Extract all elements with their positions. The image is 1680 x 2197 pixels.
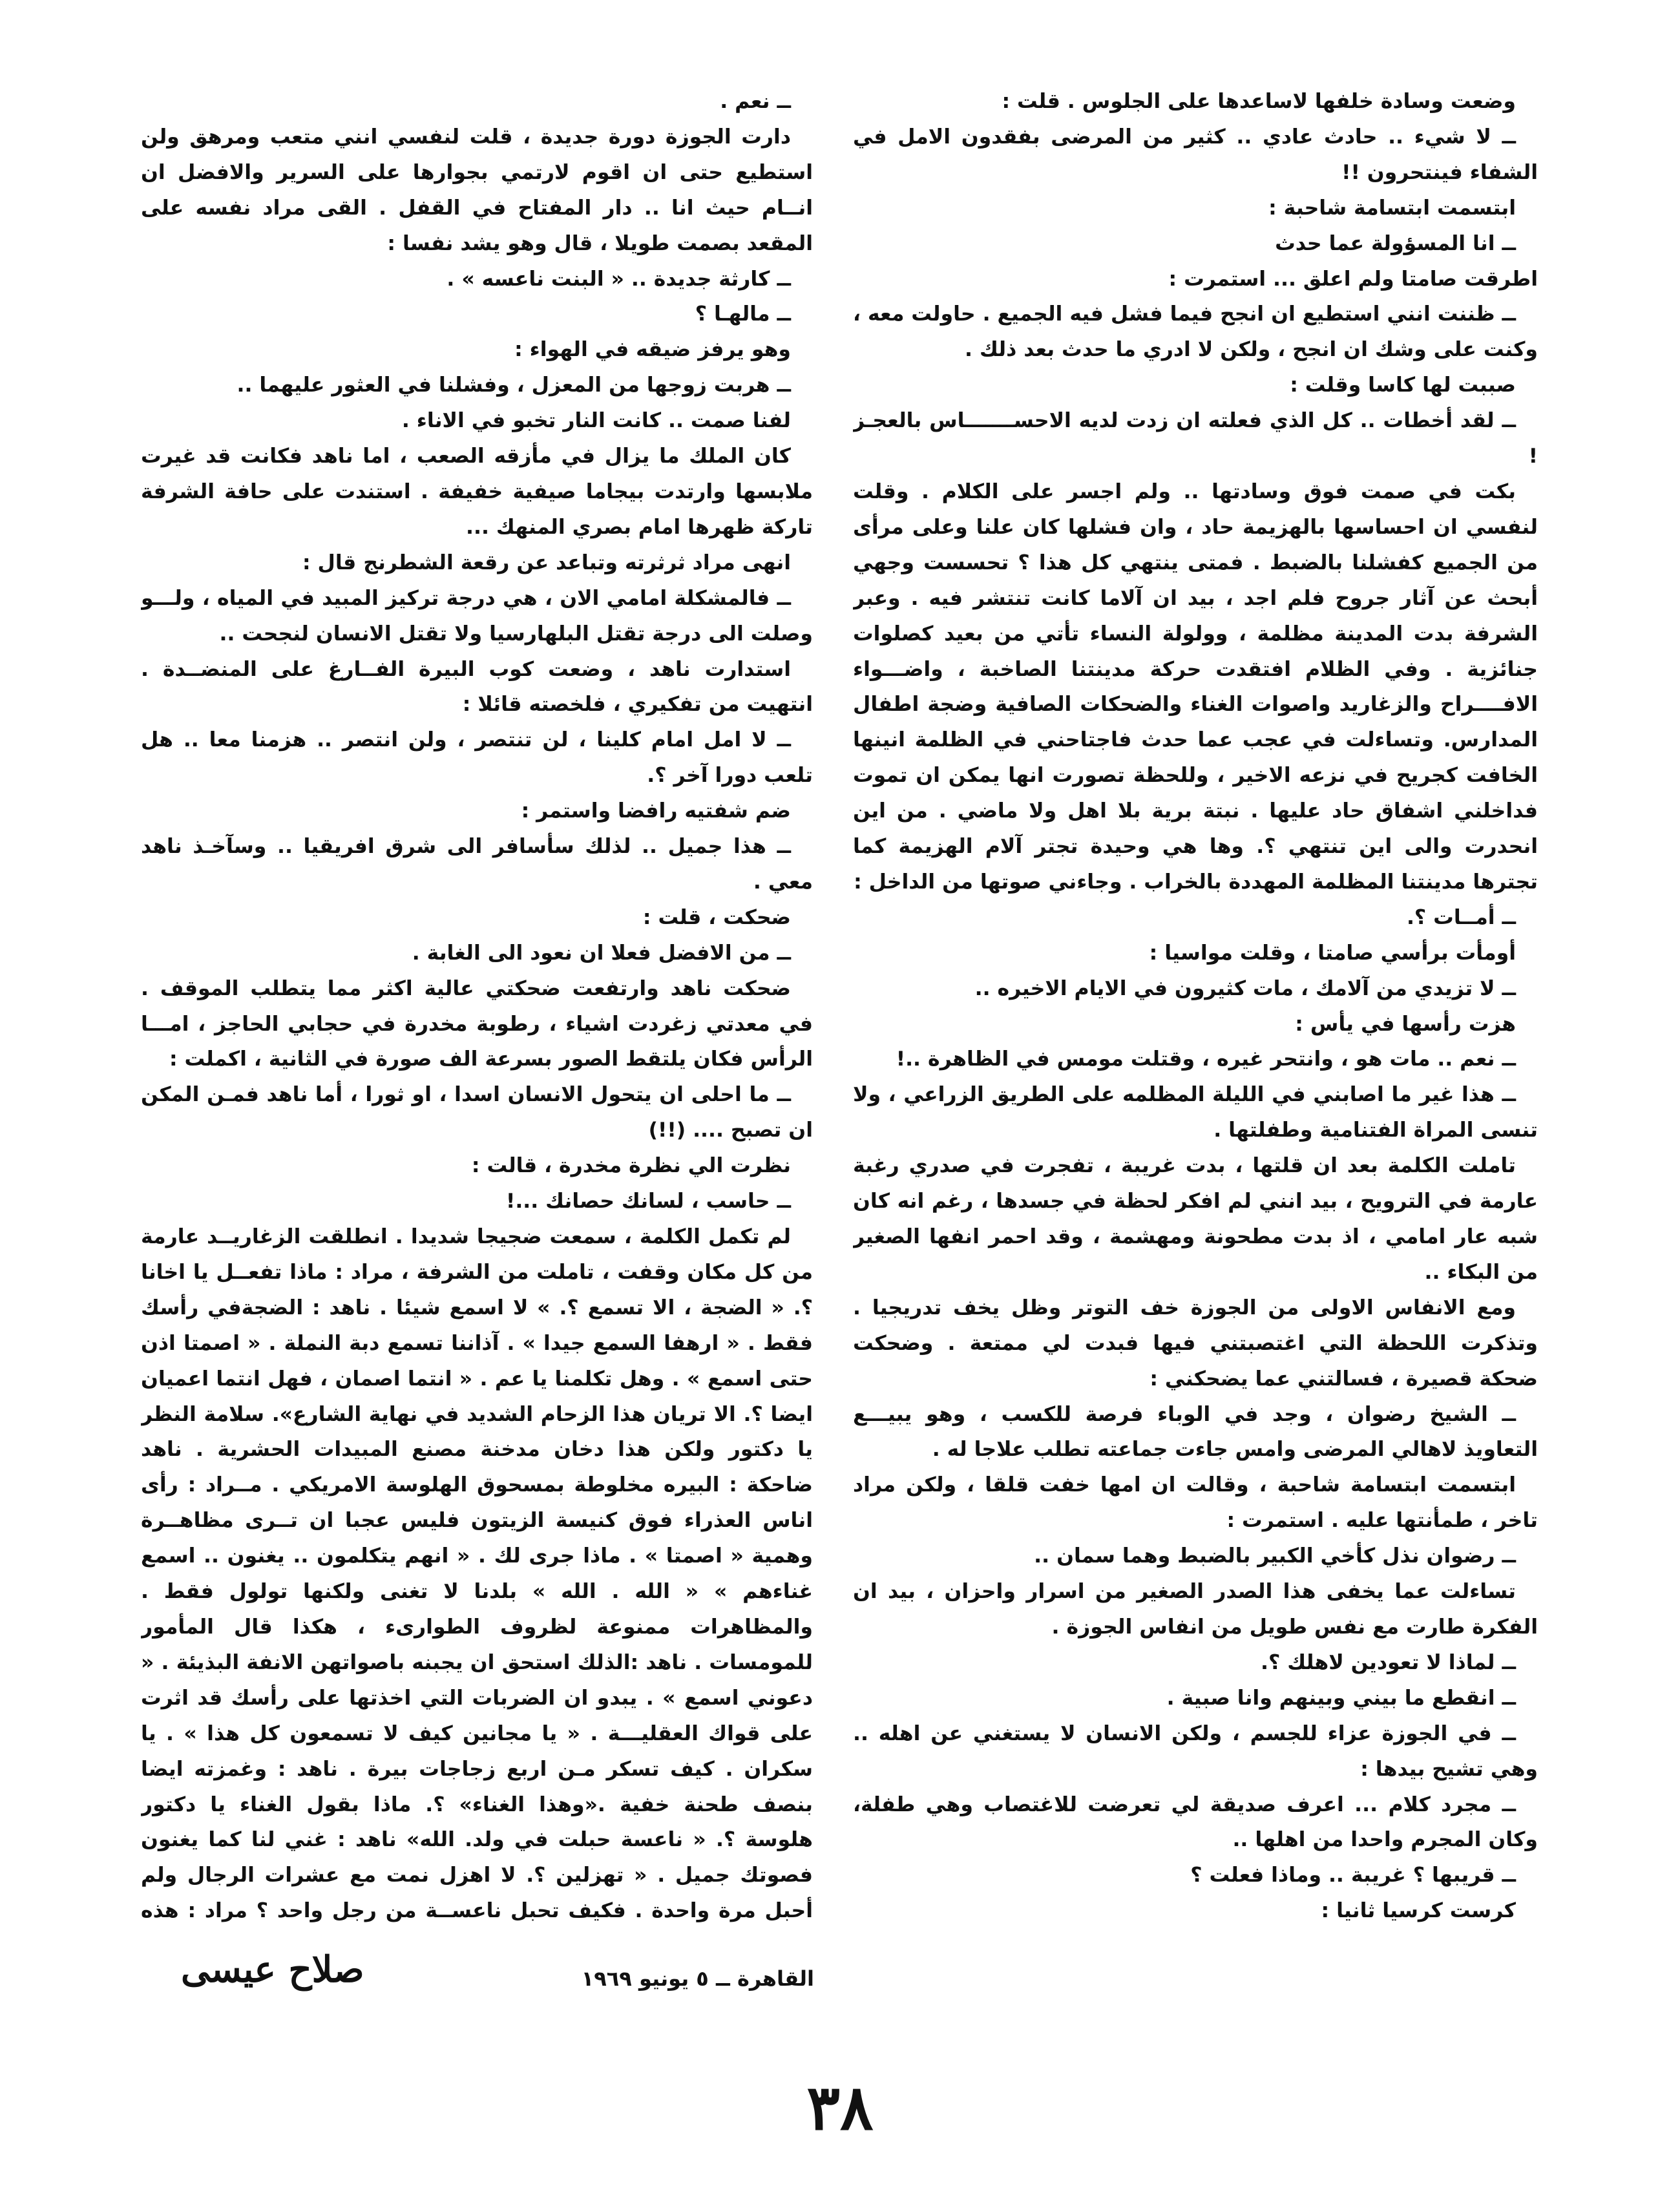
paragraph: ــ فالمشكلة امامي الان ، هي درجة تركيز المبيد في المياه ، ولـــو وصلت الى درجة تقتل البلهارسيا ولا تقتل الانسان لنجحت .. (141, 586, 813, 646)
paragraph: ــ من الافضل فعلا ان نعود الى الغابة . (412, 941, 791, 965)
paragraph: دارت الجوزة دورة جديدة ، قلت لنفسي انني متعب ومرهق ولن استطيع حتى ان اقوم لارتمي بجوارها على السرير والافضل ان انــام حيث انا .. دار المفتاح في القفل . القى مراد نفسه على المقعد بصمت طويلا ، قال وهو يشد نفسا : (141, 125, 813, 255)
paragraph: ــ قريبها ؟ غريبة .. وماذا فعلت ؟ (1190, 1864, 1516, 1887)
paragraph: ــ مالهـا ؟ (695, 302, 791, 326)
paragraph: وهو يرفز ضيقه في الهواء : (514, 338, 791, 362)
paragraph: ــ لقد أخطات .. كل الذي فعلته ان زدت لديه الاحســـــــاس بالعجـز ! (853, 409, 1538, 468)
paragraph: كرست كرسيا ثانيا : (1321, 1899, 1516, 1923)
place-date: القاهرة ــ ٥ يونيو ١٩٦٩ (581, 1966, 814, 1991)
author-name: صلاح عيسى (181, 1948, 364, 1991)
paragraph: نظرت الي نظرة مخدرة ، قالت : (471, 1154, 791, 1178)
paragraph: ابتسمت ابتسامة شاحبة ، وقالت ان امها خفت قلقا ، ولكن مراد تاخر ، طمأنتها عليه . استمرت : (853, 1473, 1538, 1533)
paragraph: ــ أمــات ؟. (1406, 905, 1516, 929)
paragraph: ــ انا المسؤولة عما حدث (1275, 231, 1516, 255)
paragraph: صببت لها كاسا وقلت : (1290, 373, 1516, 397)
paragraph: ــ ما احلى ان يتحول الانسان اسدا ، او ثورا ، أما ناهد فمـن المكن ان تصبح .... (!!) (141, 1083, 813, 1142)
paragraph: وضعت وسادة خلفها لاساعدها على الجلوس . قلت : (1002, 90, 1516, 113)
paragraph: بكت في صمت فوق وسادتها .. ولم اجسر على الكلام . وقلت لنفسي ان احساسها بالهزيمة حاد ، وان فشلها كان علنا وعلى مرأى من الجميع كفشلنا بالضبط . فمتى ينتهي كل هذا ؟ تحسست وجهي أبحث عن آثار جروح فلم اجد ، بيد ان آلاما كانت تنتشر فيه . وعبر الشرفة بدت المدينة مظلمة ، وولولة النساء تأتي من بعيد كصلوات جنائزية . وفي الظلام افتقدت حركة مدينتنا الصاخبة ، واضـــواء الافــــراح والزغاريد واصوات الغناء والضحكات الصافية وضجة اطفال المدارس. وتساءلت في عجب عما حدث فاجتاحني في الظلمة انينها الخافت كجريح في نزعه الاخير ، وللحظة تصورت انها يمكن ان تموت فداخلني اشفاق حاد عليها . نبتة برية بلا اهل ولا ماضي . من اين انحدرت والى اين تنتهي ؟. وها هي وحيدة تجتر آلام الهزيمة كما تجترها مدينتنا المظلمة المهددة بالخراب . وجاءني صوتها من الداخل : (853, 479, 1538, 894)
paragraph: ــ لا امل امام كلينا ، لن تنتصر ، ولن انتصر .. هزمنا معا .. هل تلعب دورا آخر ؟. (141, 728, 813, 788)
paragraph: تاملت الكلمة بعد ان قلتها ، بدت غريبة ، تفجرت في صدري رغبة عارمة في الترويح ، بيد انني لم افكر لحظة في جسدها ، رغم انه كان شبه عار امامي ، اذ بدت مطحونة ومهشمة ، وقد احمر انفها الصغير من البكاء .. (853, 1154, 1538, 1284)
paragraph: ــ كارثة جديدة .. « البنت ناعسه » . (446, 267, 791, 291)
paragraph: ــ رضوان نذل كأخي الكبير بالضبط وهما سمان .. (1034, 1544, 1516, 1568)
paragraph: استدارت ناهد ، وضعت كوب البيرة الفــارغ على المنضــدة . انتهيت من تفكيري ، فلخصته قائلا : (141, 657, 813, 717)
paragraph: تساءلت عما يخفى هذا الصدر الصغير من اسرار واحزان ، بيد ان الفكرة طارت مع نفس طويل من انفاس الجوزة . (853, 1580, 1538, 1639)
paragraph: ــ مجرد كلام ... اعرف صديقة لي تعرضت للاغتصاب وهي طفلة، وكان المجرم واحدا من اهلها .. (853, 1792, 1538, 1852)
paragraph: ــ حاسب ، لسانك حصانك ...! (505, 1190, 791, 1214)
left-text-column (141, 84, 813, 1932)
paragraph: كان الملك ما يزال في مأزقه الصعب ، اما ناهد فكانت قد غيرت ملابسها وارتدت بيجاما صيفية خفيفة . استندت على حافة الشرفة تاركة ظهرها امام بصري المنهك ... (141, 445, 813, 539)
paragraph: انهى مراد ثرثرته وتباعد عن رقعة الشطرنج قال : (302, 551, 791, 574)
paragraph: ابتسمت ابتسامة شاحبة : (1268, 196, 1516, 220)
paragraph: ــ نعم . (720, 90, 791, 113)
paragraph: ــ لماذا لا تعودين لاهلك ؟. (1261, 1650, 1516, 1674)
page-number: ٣٨ (806, 2071, 874, 2144)
paragraph: ــ الشيخ رضوان ، وجد في الوباء فرصة للكسب ، وهو يبيـــع التعاويذ لاهالي المرضى وامس جاءت جماعته تطلب علاجا له . (853, 1402, 1538, 1462)
paragraph: لفنا صمت .. كانت النار تخبو في الاناء . (401, 409, 791, 433)
paragraph: ــ ظننت انني استطيع ان انجح فيما فشل فيه الجميع . حاولت معه ، وكنت على وشك ان انجح ، ولكن لا ادري ما حدث بعد ذلك . (853, 302, 1538, 362)
paragraph: أومأت برأسي صامتا ، وقلت مواسيا : (1149, 941, 1516, 965)
paragraph: ــ هربت زوجها من المعزل ، وفشلنا في العثور عليهما .. (236, 373, 791, 397)
paragraph: هزت رأسها في يأس : (1295, 1012, 1516, 1036)
paragraph: ومع الانفاس الاولى من الجوزة خف التوتر وظل يخف تدريجيا . وتذكرت اللحظة التي اغتصبتني فيها فبدت لي ممتعة . وضحكت ضحكة قصيرة ، فسالتني عما يضحكني : (853, 1296, 1538, 1391)
paragraph: ــ انقطع ما بيني وبينهم وانا صبية . (1166, 1686, 1516, 1710)
story-signature (168, 1948, 814, 2006)
paragraph (853, 1929, 1538, 1932)
paragraph: ضحكت ، قلت : (642, 905, 791, 929)
paragraph: ضحكت ناهد وارتفعت ضحكتي عالية اكثر مما يتطلب الموقف . في معدتي زغردت اشياء ، رطوبة مخدرة في حجابي الحاجز ، امـــا الرأس فكان يلتقط الصور بسرعة الف صورة في الثانية ، اكملت : (141, 976, 813, 1071)
right-text-column (853, 84, 1538, 1932)
paragraph: ــ لا شيء .. حادث عادي .. كثير من المرضى بفقدون الامل في الشفاء فينتحرون !! (853, 125, 1538, 184)
paragraph: اطرقت صامتا ولم اعلق ... استمرت : (1168, 267, 1538, 291)
paragraph: ــ لا تزيدي من آلامك ، مات كثيرون في الايام الاخيره .. (974, 976, 1516, 1000)
paragraph: ــ نعم .. مات هو ، وانتحر غيره ، وقتلت مومس في الظاهرة ..! (896, 1047, 1516, 1071)
paragraph: ــ هذا غير ما اصابني في الليلة المظلمه على الطريق الزراعي ، ولا تنسى المراة الفتنامية وطفلتها . (853, 1083, 1538, 1142)
paragraph: ضم شفتيه رافضا واستمر : (521, 799, 791, 823)
paragraph: ــ هذا جميل .. لذلك سأسافر الى شرق افريقيا .. وسآخـذ ناهد معي . (141, 835, 813, 894)
paragraph: لم تكمل الكلمة ، سمعت ضجيجا شديدا . انطلقت الزغاريــد عارمة من كل مكان وقفت ، تاملت من الشرفة ، مراد : ماذا تفعــل يا اخانا ؟. « الضجة ، الا تسمع ؟. » لا اسمع شيئا . ناهد : الضجةفي رأسك فقط . « ارهفا السمع جيدا » . آذاننا تسمع دبة النملة . « اصمتا اذن حتى اسمع » . وهل تكلمنا يا عم . « انتما اصمان ، فهل انتما اعميان ايضا ؟. الا تريان هذا الزحام الشديد في نهاية الشارع». سلامة النظر يا دكتور ولكن هذا دخان مدخنة مصنع المبيدات الحشرية . ناهد ضاحكة : البيره مخلوطة بمسحوق الهلوسة الامريكي . مــراد : رأى اناس العذراء فوق كنيسة الزيتون فليس عجبا ان تــرى مظاهــرة وهمية « اصمتا » . ماذا جرى لك . « انهم يتكلمون .. يغنون .. اسمع غناءهم » « الله . الله » بلدنا لا تغنى ولكنها تولول فقط . والمظاهرات ممنوعة لظروف الطوارىء ، هكذا قال المأمور للمومسات . ناهد :الذلك استحق ان يجبنه باصواتهن الانفة البذيئة . « دعوني اسمع » . يبدو ان الضربات التي اخذتها على رأسك قد اثرت على قواك العقليـــة . « يا مجانين كيف لا تسمعون كل هذا » . يا سكران . كيف تسكر مـن اربع زجاجات بيرة . ناهد : وغمزته ايضا بنصف طحنة خفية .«وهذا الغناء» ؟. ماذا بقول الغناء يا دكتور هلوسة ؟. « ناعسة حبلت في ولد. الله» ناهد : غني لنا كما يغنون فصوتك جميل . « تهزلين ؟. لا اهزل نمت مع عشرات الرجال ولم أحبل مرة واحدة . فكيف تحبل ناعســة من رجل واحد ؟ مراد : هذه (141, 1225, 813, 1923)
paragraph: ــ في الجوزة عزاء للجسم ، ولكن الانسان لا يستغني عن اهله .. وهي تشيح بيدها : (853, 1721, 1538, 1781)
